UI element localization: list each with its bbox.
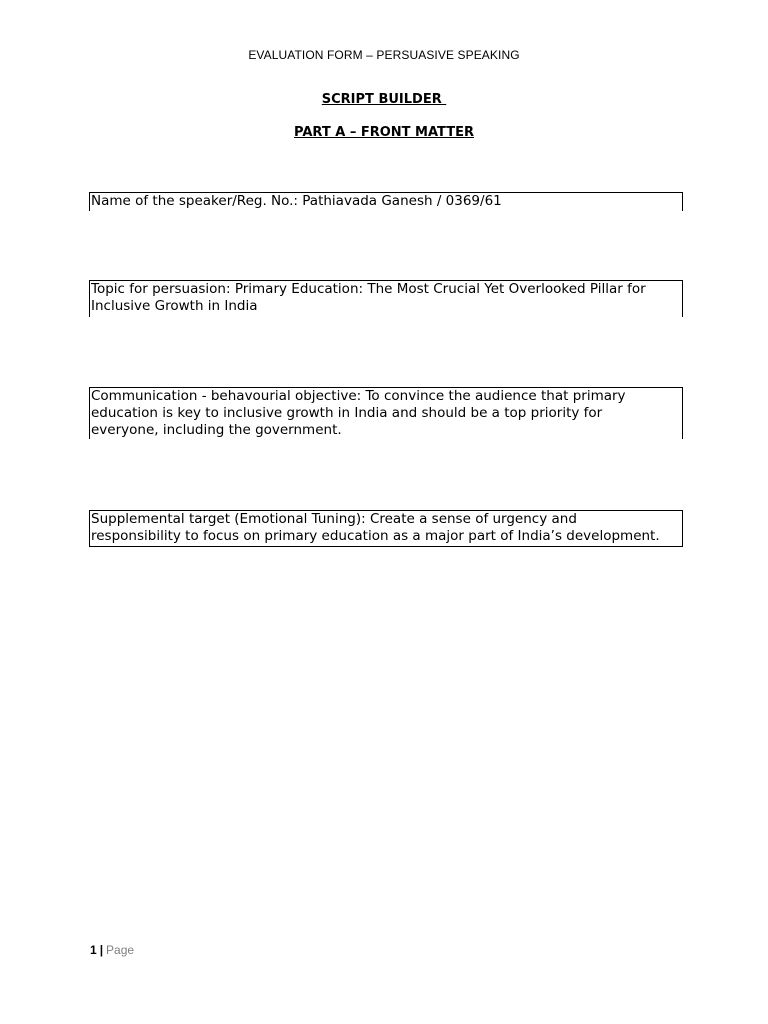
script-builder-title: SCRIPT BUILDER: [321, 92, 447, 107]
objective-field-line: education is key to inclusive growth in India and should be a top priority for: [91, 405, 603, 421]
supplemental-field-box: [89, 510, 683, 547]
page-number: 1: [90, 943, 97, 957]
part-a-title: PART A – FRONT MATTER: [294, 125, 474, 140]
supplemental-field-line: responsibility to focus on primary education as a major part of India’s development.: [91, 528, 660, 544]
topic-field-line: Inclusive Growth in India: [91, 298, 258, 314]
supplemental-field-line: Supplemental target (Emotional Tuning): Create a sense of urgency and: [91, 511, 577, 527]
footer-separator: |: [99, 943, 104, 957]
objective-field-line: everyone, including the government.: [91, 422, 342, 438]
page-label: Page: [106, 943, 135, 957]
objective-field-box: [89, 387, 683, 439]
topic-field-line: Topic for persuasion: Primary Education: The Most Crucial Yet Overlooked Pillar for: [91, 281, 646, 297]
topic-field-box: [89, 280, 683, 317]
objective-field-line: Communication - behavourial objective: To convince the audience that primary: [91, 388, 626, 404]
speaker-field-text: Name of the speaker/Reg. No.: Pathiavada Ganesh / 0369/61: [91, 193, 502, 209]
page-header: EVALUATION FORM – PERSUASIVE SPEAKING: [248, 48, 520, 62]
speaker-field-box: [89, 192, 683, 211]
page-footer: [90, 943, 134, 957]
